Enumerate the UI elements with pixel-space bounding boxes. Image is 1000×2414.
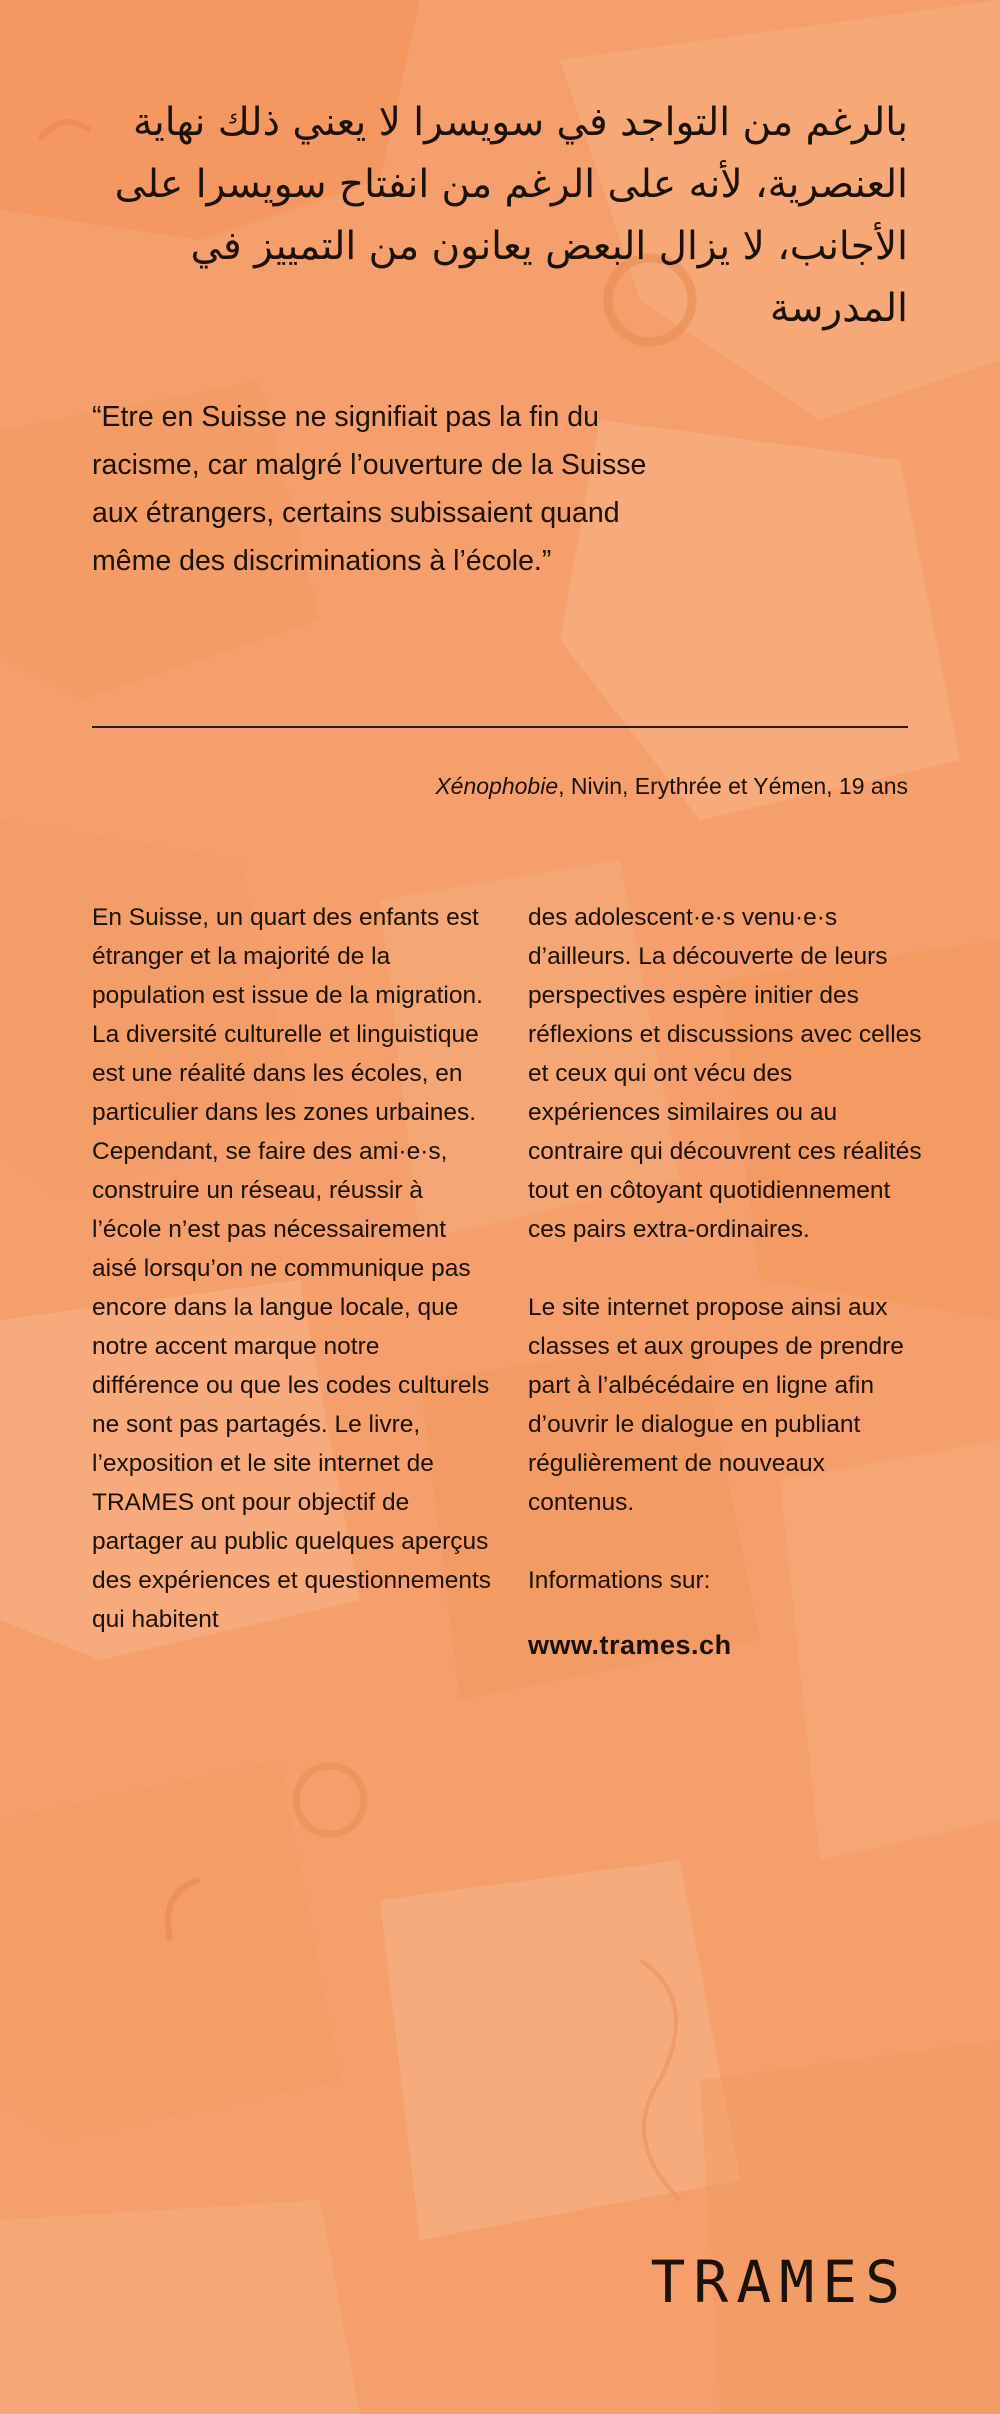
website-link[interactable]: www.trames.ch (528, 1630, 732, 1660)
credit-author: , Nivin, Erythrée et Yémen, 19 ans (558, 773, 908, 799)
arabic-quote: بالرغم من التواجد في سويسرا لا يعني ذلك نهاية العنصرية، لأنه على الرغم من انفتاح سويسرا على الأجانب، لا يزال البعض يعانون من التمييز في المدرسة (114, 100, 908, 331)
credit-title: Xénophobie (435, 773, 559, 799)
trames-logo: TRAMES (650, 2248, 908, 2316)
info-label: Informations sur: (528, 1567, 711, 1594)
body-right-paragraph-1: des adolescent·e·s venu·e·s d’ailleurs. La découverte de leurs perspectives espère initier des réflexions et discussions avec celles et ceux qui ont vécu des expériences similaires ou au contraire qui découvrent ces réalités tout en côtoyant quotidiennement ces pairs extra-ordinaires. (528, 904, 922, 1243)
body-column-right (528, 898, 928, 1665)
body-column-left (92, 898, 492, 1639)
quote-credit (92, 770, 908, 802)
body-left-paragraph: En Suisse, un quart des enfants est étranger et la majorité de la population est issue de la migration. La diversité culturelle et linguistique est une réalité dans les écoles, en particulier dans les zones urbaines. Cependant, se faire des ami·e·s, construire un réseau, réussir à l’école n’est pas nécessairement aisé lorsqu’on ne communique pas encore dans la langue locale, que notre accent marque notre différence ou que les codes culturels ne sont pas partagés. Le livre, l’exposition et le site internet de TRAMES ont pour objectif de partager au public quelques aperçus des expériences et questionnements qui habitent (92, 904, 492, 1633)
body-right-paragraph-2: Le site internet propose ainsi aux classes et aux groupes de prendre part à l’albécédaire en ligne afin d’ouvrir le dialogue en publiant régulièrement de nouveaux contenus. (528, 1294, 904, 1516)
french-quote: “Etre en Suisse ne signifiait pas la fin du racisme, car malgré l’ouverture de la Suisse aux étrangers, certains subissaient quand même des discriminations à l’école.” (92, 401, 647, 577)
divider-line (92, 726, 908, 728)
